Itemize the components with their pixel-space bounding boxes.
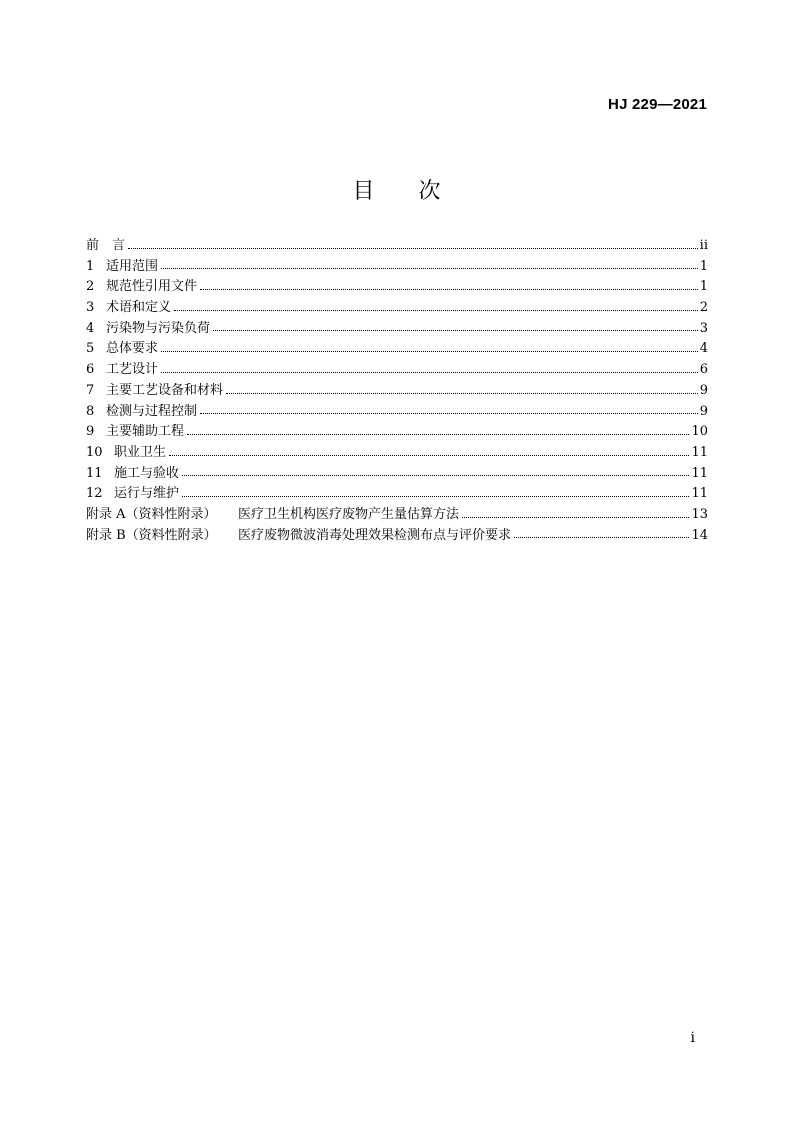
toc-entry-label: 医疗卫生机构医疗废物产生量估算方法 [238,506,460,522]
toc-entry-number: 3 [86,300,95,316]
dot-leader [174,309,698,311]
toc-entry-label: 施工与验收 [114,465,180,481]
toc-entry-label: 主要辅助工程 [106,424,185,440]
dot-leader [213,329,698,331]
toc-entry-2[interactable] [86,277,708,298]
toc-entry-8[interactable] [86,402,708,423]
toc-entry-label: 工艺设计 [106,362,159,378]
toc-entry-label: 主要工艺设备和材料 [106,382,224,398]
toc-entry-number: 11 [86,465,103,481]
toc-entry-12[interactable] [86,484,708,505]
standard-code: HJ 229—2021 [608,96,707,113]
toc-entry-label: 运行与维护 [114,486,180,502]
toc-entry-page: 9 [699,382,708,398]
toc-entry-number: 10 [86,444,103,460]
toc-entry-3[interactable] [86,298,708,319]
toc-entry-10[interactable] [86,443,708,464]
toc-entry-page: 11 [691,465,708,481]
page-number: i [690,1030,695,1046]
toc-entry-5[interactable] [86,339,708,360]
toc-entry-label: 医疗废物微波消毒处理效果检测布点与评价要求 [238,527,512,543]
dot-leader [128,247,698,249]
toc-entry-11[interactable] [86,464,708,485]
toc-entry-page: 4 [699,341,708,357]
toc-entry-page: 9 [699,403,708,419]
dot-leader [161,267,698,269]
toc-entry-page: 1 [699,279,708,295]
toc-entry-page: 1 [699,258,708,274]
toc-entry-page: ii [699,238,708,253]
toc-entry-label: 前 言 [86,238,126,253]
toc-entry-label: 职业卫生 [114,444,167,460]
toc-entry-number: 8 [86,403,95,419]
toc-entry-page: 14 [691,527,708,543]
dot-leader [169,454,689,456]
dot-leader [161,371,698,373]
toc-entry-label: 规范性引用文件 [106,279,198,295]
toc-entry-number: 附录 B（资料性附录） [86,527,217,543]
dot-leader [226,392,698,394]
toc-entry-page: 3 [699,320,708,336]
toc-entry-label: 术语和定义 [106,300,172,316]
toc-entry-page: 2 [699,300,708,316]
toc-title: 目 次 [352,179,441,204]
dot-leader [514,536,689,538]
toc-entry-7[interactable] [86,381,708,402]
toc-entry-number: 4 [86,320,95,336]
toc-entry-6[interactable] [86,360,708,381]
toc-entry-page: 6 [699,362,708,378]
toc-entry-4[interactable] [86,319,708,340]
toc-entry-number: 9 [86,424,95,440]
toc-entry-number: 12 [86,486,103,502]
toc-entry-page: 11 [691,444,708,460]
dot-leader [187,433,689,435]
dot-leader [200,288,698,290]
toc-entry-number: 附录 A（资料性附录） [86,506,217,522]
toc-entry-appendix-b[interactable] [86,526,708,547]
toc-entry-number: 7 [86,382,95,398]
toc-entry-appendix-a[interactable] [86,505,708,526]
toc-entry-number: 2 [86,279,95,295]
toc-entry-label: 污染物与污染负荷 [106,320,211,336]
toc-entry-page: 11 [691,486,708,502]
toc-entry-1[interactable] [86,257,708,278]
toc-entry-page: 13 [691,506,708,522]
dot-leader [182,495,689,497]
dot-leader [200,412,698,414]
table-of-contents [86,236,708,546]
toc-entry-label: 适用范围 [106,258,159,274]
dot-leader [161,350,698,352]
toc-entry-foreword[interactable] [86,236,708,257]
toc-entry-page: 10 [691,424,708,440]
toc-entry-number: 5 [86,341,95,357]
dot-leader [182,474,689,476]
toc-entry-label: 总体要求 [106,341,159,357]
toc-entry-number: 1 [86,258,95,274]
dot-leader [462,516,689,518]
toc-entry-number: 6 [86,362,95,378]
toc-entry-label: 检测与过程控制 [106,403,198,419]
toc-entry-9[interactable] [86,422,708,443]
